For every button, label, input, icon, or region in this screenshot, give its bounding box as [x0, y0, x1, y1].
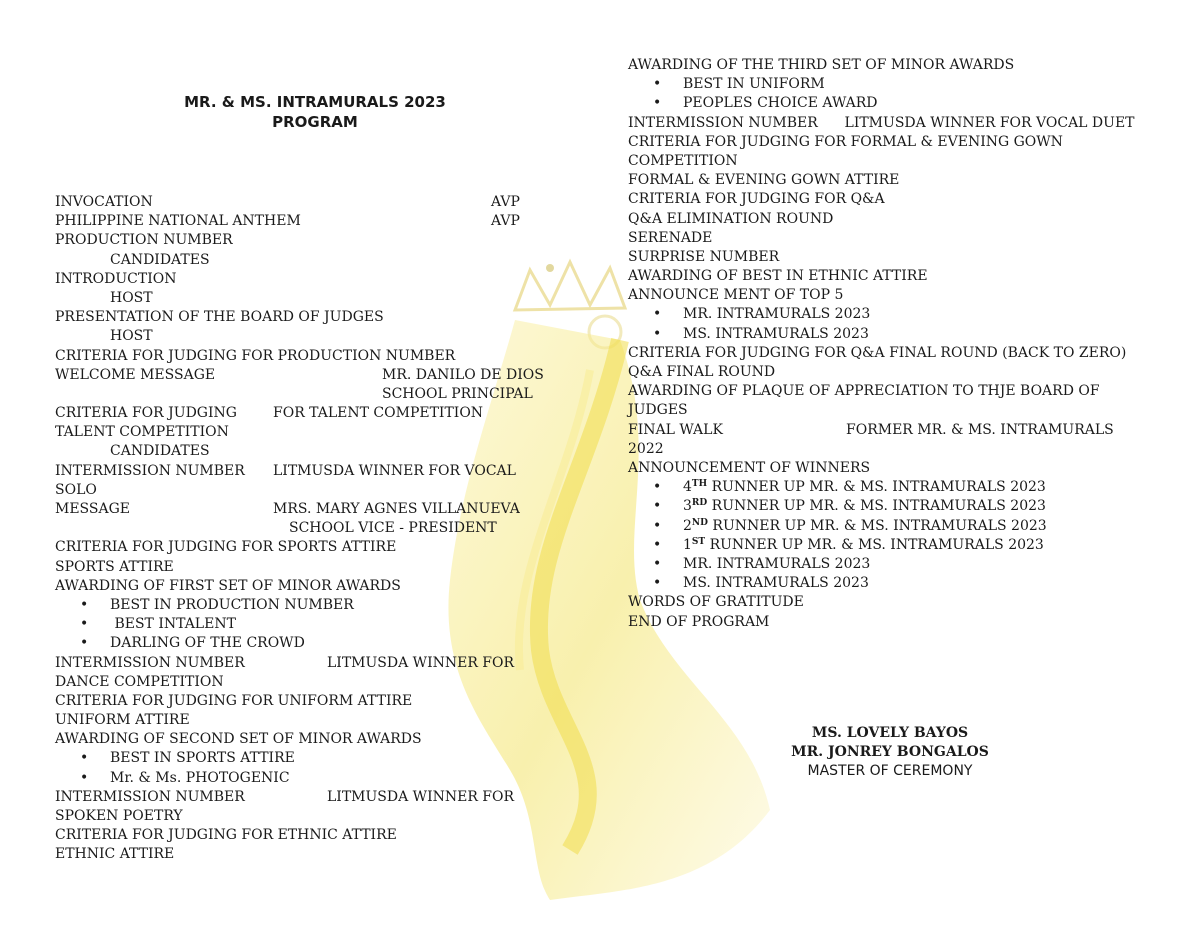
emcee-role: MASTER OF CEREMONY	[807, 763, 973, 779]
program-item: Q&A ELIMINATION ROUND	[628, 210, 834, 227]
item-presenter: LITMUSDA WINNER FOR	[327, 654, 515, 671]
item-presenter: FORMER MR. & MS. INTRAMURALS	[846, 421, 1114, 438]
program-item: INTERMISSION NUMBER LITMUSDA WINNER FOR VOCAL DUET	[628, 114, 1135, 131]
program-item	[55, 462, 545, 481]
program-item: FORMAL & EVENING GOWN ATTIRE	[628, 172, 900, 189]
program-item: CRITERIA FOR JUDGING FOR SPORTS ATTIRE	[55, 539, 397, 556]
item-title: FINAL WALK	[628, 421, 723, 438]
program-item: ANNOUNCE MENT OF TOP 5	[628, 287, 844, 304]
bullet-icon: •	[80, 769, 89, 786]
rank-number: 2	[683, 517, 692, 534]
program-item: CRITERIA FOR JUDGING FOR UNIFORM ATTIRE	[55, 692, 413, 709]
list-item: • BEST IN SPORTS ATTIRE	[55, 749, 545, 768]
program-item-cont: SOLO	[55, 481, 97, 498]
program-item: CRITERIA FOR JUDGING FOR ETHNIC ATTIRE	[55, 827, 397, 844]
winner-label	[683, 536, 1044, 555]
item-title: INTERMISSION NUMBER	[55, 654, 245, 671]
item-presenter: MR. DANILO DE DIOS	[382, 366, 544, 383]
item-presenter: MRS. MARY AGNES VILLANUEVA	[273, 501, 520, 517]
program-sub-item: HOST	[110, 289, 153, 306]
bullet-icon: •	[653, 517, 662, 534]
winners-list	[628, 478, 1148, 593]
program-item: CRITERIA FOR JUDGING FOR Q&A FINAL ROUND (BACK TO ZERO)	[628, 344, 1127, 361]
winner-label	[683, 574, 869, 593]
list-item	[628, 536, 1148, 555]
program-right-column	[628, 56, 1148, 632]
program-item-cont: 2022	[628, 440, 664, 457]
program-item: ANNOUNCEMENT OF WINNERS	[628, 460, 871, 477]
winner-label	[683, 478, 1046, 497]
program-item: SERENADE	[628, 229, 713, 246]
program-item	[55, 193, 545, 212]
item-presenter: AVP	[491, 194, 520, 210]
list-item: • BEST INTALENT	[55, 615, 545, 634]
page-title	[150, 92, 480, 132]
list-item: • MS. INTRAMURALS 2023	[628, 325, 1148, 344]
program-item: PRESENTATION OF THE BOARD OF JUDGES	[55, 309, 384, 326]
program-item	[55, 654, 545, 673]
item-title: WELCOME MESSAGE	[55, 366, 216, 383]
rank-number: 4	[683, 479, 692, 496]
program-item-cont: DANCE COMPETITION	[55, 673, 224, 690]
winner-text: MR. INTRAMURALS 2023	[683, 555, 871, 572]
list-item	[628, 497, 1148, 516]
emcee-name-2: MR. JONREY BONGALOS	[791, 744, 989, 760]
program-item: UNIFORM ATTIRE	[55, 712, 190, 729]
rank-suffix: ND	[691, 517, 708, 528]
list-item	[628, 517, 1148, 536]
program-item	[628, 421, 1148, 440]
item-presenter: AVP	[491, 213, 520, 230]
program-item: CRITERIA FOR JUDGING FOR Q&A	[628, 191, 885, 208]
program-item: SURPRISE NUMBER	[628, 248, 780, 265]
list-item	[628, 478, 1148, 497]
signature-block	[720, 724, 1060, 781]
item-title: CRITERIA FOR JUDGING	[55, 405, 237, 422]
bullet-icon: •	[653, 325, 662, 342]
program-item: AWARDING OF PLAQUE OF APPRECIATION TO THJE BOARD OF JUDGES	[628, 383, 1100, 419]
program-item	[55, 212, 545, 231]
item-presenter: LITMUSDA WINNER FOR VOCAL	[273, 462, 516, 479]
program-item: SPORTS ATTIRE	[55, 558, 174, 575]
winner-text: MS. INTRAMURALS 2023	[683, 575, 869, 592]
bullet-icon: •	[80, 596, 89, 613]
winner-label	[683, 555, 870, 574]
program-item: TALENT COMPETITION	[55, 424, 229, 441]
program-item: PRODUCTION NUMBER	[55, 232, 233, 249]
winner-text: RUNNER UP MR. & MS. INTRAMURALS 2023	[705, 536, 1044, 553]
program-item	[55, 500, 545, 519]
bullet-icon: •	[653, 575, 662, 592]
program-item: CRITERIA FOR JUDGING FOR FORMAL & EVENING GOWN COMPETITION	[628, 133, 1063, 169]
item-title-cont: FOR TALENT COMPETITION	[273, 405, 484, 422]
winner-label	[683, 497, 1046, 516]
winner-text: RUNNER UP MR. & MS. INTRAMURALS 2023	[707, 517, 1047, 534]
item-title: INTERMISSION NUMBER	[55, 788, 245, 805]
program-item: INTRODUCTION	[55, 270, 177, 287]
item-presenter: LITMUSDA WINNER FOR	[327, 788, 515, 805]
bullet-icon: •	[653, 536, 662, 553]
list-item: • Mr. & Ms. PHOTOGENIC	[55, 769, 545, 788]
program-item	[55, 404, 545, 423]
winner-text: RUNNER UP MR. & MS. INTRAMURALS 2023	[707, 498, 1046, 515]
program-item: AWARDING OF THE THIRD SET OF MINOR AWARDS	[628, 57, 1015, 73]
item-title: PHILIPPINE NATIONAL ANTHEM	[55, 213, 301, 230]
item-title: INVOCATION	[55, 194, 153, 210]
program-item	[55, 788, 545, 807]
list-item: • BEST IN PRODUCTION NUMBER	[55, 596, 545, 615]
item-presenter-role: SCHOOL VICE - PRESIDENT	[289, 520, 497, 537]
bullet-icon: •	[653, 555, 662, 572]
program-item: WORDS OF GRATITUDE	[628, 594, 804, 611]
program-sub-item	[55, 519, 545, 538]
list-item: • DARLING OF THE CROWD	[55, 634, 545, 653]
program-item: AWARDING OF SECOND SET OF MINOR AWARDS	[55, 731, 422, 748]
emcee-name-1: MS. LOVELY BAYOS	[811, 725, 969, 741]
program-sub-item: CANDIDATES	[110, 443, 210, 460]
list-item: • PEOPLES CHOICE AWARD	[628, 94, 1148, 113]
program-item: CRITERIA FOR JUDGING FOR PRODUCTION NUMBER	[55, 347, 456, 364]
program-sub-item: CANDIDATES	[110, 251, 210, 268]
list-item: • BEST IN UNIFORM	[628, 75, 1148, 94]
bullet-icon: •	[653, 76, 662, 93]
bullet-icon: •	[80, 635, 89, 652]
program-item	[55, 366, 545, 385]
rank-number: 1	[683, 536, 692, 553]
bullet-icon: •	[80, 616, 89, 633]
program-item: AWARDING OF BEST IN ETHNIC ATTIRE	[628, 268, 928, 285]
winner-label	[683, 517, 1047, 536]
rank-suffix: RD	[691, 498, 708, 509]
item-presenter-role: SCHOOL PRINCIPAL	[382, 385, 533, 402]
program-item: ETHNIC ATTIRE	[55, 846, 175, 863]
program-item: Q&A FINAL ROUND	[628, 364, 776, 381]
bullet-icon: •	[653, 479, 662, 496]
bullet-icon: •	[653, 306, 662, 323]
rank-suffix: ST	[691, 536, 706, 547]
rank-number: 3	[683, 498, 692, 515]
winner-text: RUNNER UP MR. & MS. INTRAMURALS 2023	[707, 479, 1046, 496]
program-item: AWARDING OF FIRST SET OF MINOR AWARDS	[55, 577, 401, 594]
program-item: END OF PROGRAM	[628, 613, 770, 630]
list-item: • MR. INTRAMURALS 2023	[628, 305, 1148, 324]
rank-suffix: TH	[691, 479, 708, 490]
bullet-icon: •	[80, 750, 89, 767]
program-sub-item: HOST	[110, 328, 153, 345]
title-line-2: PROGRAM	[272, 113, 358, 131]
bullet-icon: •	[653, 498, 662, 515]
program-sub-item	[55, 385, 545, 404]
bullet-icon: •	[653, 95, 662, 112]
program-left-column	[55, 193, 545, 865]
item-title: MESSAGE	[55, 501, 131, 517]
list-item	[628, 555, 1148, 574]
item-title: INTERMISSION NUMBER	[55, 462, 245, 479]
list-item	[628, 574, 1148, 593]
title-line-1: MR. & MS. INTRAMURALS 2023	[184, 93, 446, 111]
program-item-cont: SPOKEN POETRY	[55, 808, 183, 824]
